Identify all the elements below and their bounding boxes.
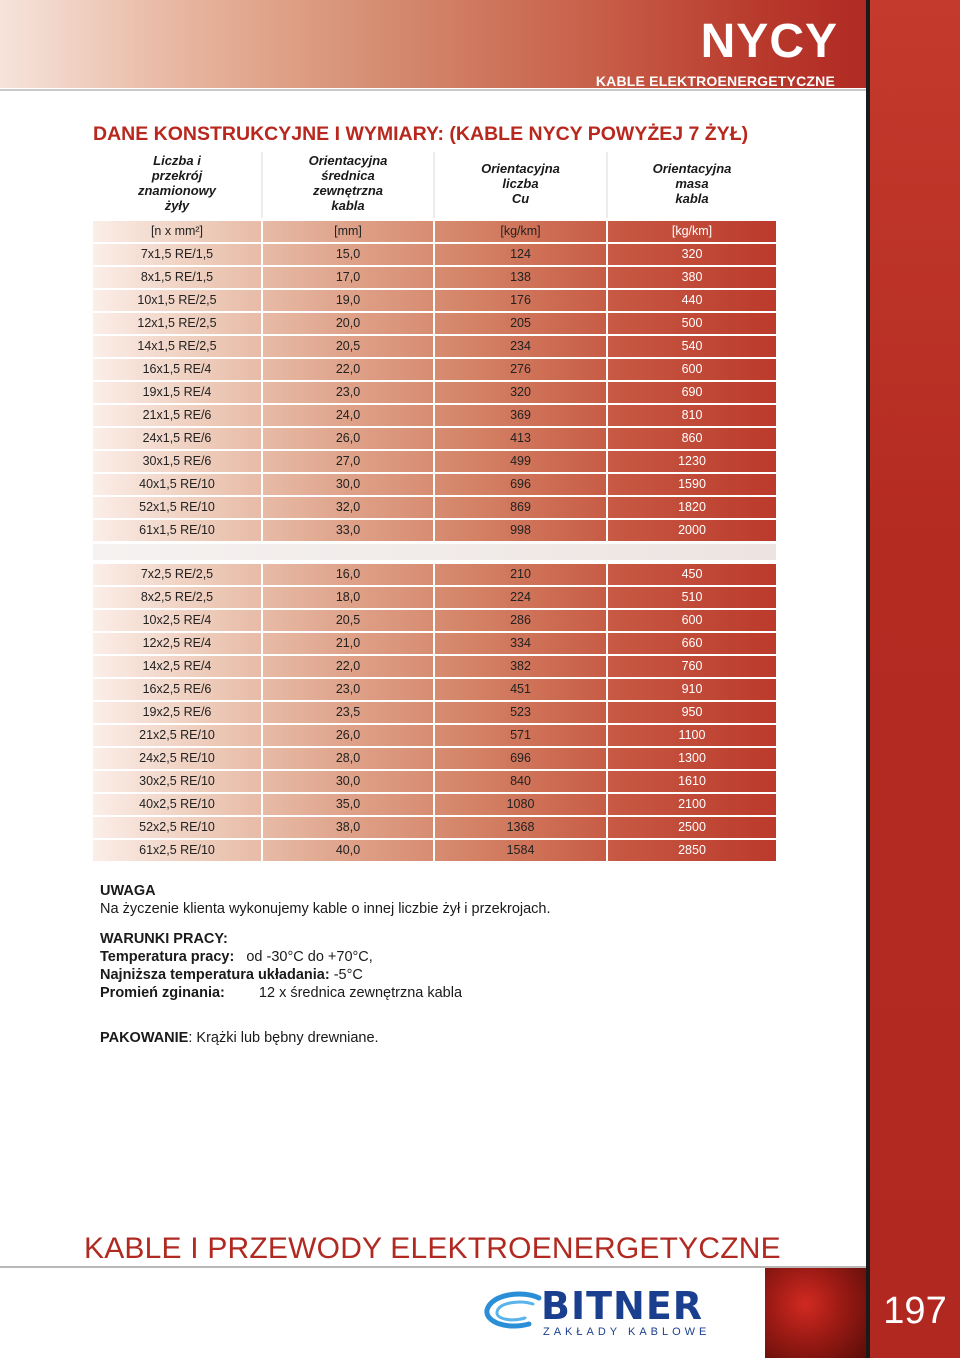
logo-name: BITNER xyxy=(541,1284,704,1328)
cable-size-cell: 14x1,5 RE/2,5 xyxy=(137,339,217,353)
diameter-cell: 19,0 xyxy=(335,293,361,307)
cable-size-cell: 21x1,5 RE/6 xyxy=(142,408,212,422)
pack-line xyxy=(100,1030,379,1047)
cable-size-cell: 12x2,5 RE/4 xyxy=(142,636,212,650)
cable-size-cell: 52x2,5 RE/10 xyxy=(139,820,215,834)
note-uwaga-text: Na życzenie klienta wykonujemy kable o innej liczbie żył i przekrojach. xyxy=(100,901,551,917)
copper-cell: 499 xyxy=(510,454,531,468)
cable-size-cell: 16x2,5 RE/6 xyxy=(142,682,212,696)
copper-cell: 334 xyxy=(510,636,531,650)
table-row xyxy=(93,382,776,403)
copper-cell: 1368 xyxy=(506,820,535,834)
copper-cell: 1080 xyxy=(506,797,535,811)
diameter-cell: 26,0 xyxy=(335,431,361,445)
mass-cell: 440 xyxy=(681,293,703,307)
table-row xyxy=(93,656,776,677)
warunki-title-text: WARUNKI PRACY: xyxy=(100,931,228,947)
header-title: NYCY xyxy=(700,15,838,68)
mass-cell: 600 xyxy=(681,613,703,627)
table-row xyxy=(93,748,776,769)
table-row xyxy=(93,336,776,357)
diameter-cell: 17,0 xyxy=(335,270,361,284)
header-cell-copper: Orientacyjna liczba Cu xyxy=(481,160,560,206)
mass-cell: 1300 xyxy=(678,751,706,765)
cable-size-cell: 52x1,5 RE/10 xyxy=(139,500,215,514)
table-units-row xyxy=(93,221,776,242)
mass-cell: 690 xyxy=(681,385,703,399)
mass-cell: 2850 xyxy=(678,843,706,857)
header-subtitle: KABLE ELEKTROENERGETYCZNE xyxy=(595,73,835,89)
copper-cell: [kg/km] xyxy=(500,224,541,238)
cable-size-cell: 7x2,5 RE/2,5 xyxy=(140,567,214,581)
table-row xyxy=(93,794,776,815)
mass-cell: 2500 xyxy=(678,820,706,834)
table-row xyxy=(93,428,776,449)
table-row xyxy=(93,451,776,472)
cable-size-cell: 19x2,5 RE/6 xyxy=(142,705,212,719)
diameter-cell: 20,5 xyxy=(335,613,361,627)
diameter-cell: 38,0 xyxy=(335,820,361,834)
diameter-cell: 18,0 xyxy=(335,590,361,604)
cable-size-cell: 30x2,5 RE/10 xyxy=(139,774,215,788)
footer-divider xyxy=(0,1266,866,1268)
table-row xyxy=(93,520,776,541)
mass-cell: 760 xyxy=(681,659,703,673)
cable-size-cell: 61x2,5 RE/10 xyxy=(139,843,215,857)
bend-label: Promień zginania: xyxy=(100,985,225,1001)
diameter-cell: 16,0 xyxy=(335,567,361,581)
mass-cell: 1100 xyxy=(678,728,706,742)
cable-size-cell: 30x1,5 RE/6 xyxy=(142,454,212,468)
diameter-cell: 35,0 xyxy=(335,797,361,811)
temp-label: Temperatura pracy: xyxy=(100,949,235,965)
mass-cell: 320 xyxy=(681,247,703,261)
cable-size-cell: 61x1,5 RE/10 xyxy=(139,523,215,537)
table-group-gap xyxy=(93,544,776,560)
diameter-cell: 21,0 xyxy=(335,636,361,650)
table-row xyxy=(93,405,776,426)
mass-cell: 2000 xyxy=(678,523,706,537)
table-row xyxy=(93,564,776,585)
diameter-cell: 28,0 xyxy=(335,751,361,765)
lay-label: Najniższa temperatura układania: xyxy=(100,967,330,983)
mass-cell: 510 xyxy=(681,590,703,604)
cable-size-cell: 24x1,5 RE/6 xyxy=(142,431,212,445)
table-row xyxy=(93,817,776,838)
pack-label: PAKOWANIE xyxy=(100,1030,189,1046)
copper-cell: 840 xyxy=(510,774,531,788)
mass-cell: 860 xyxy=(681,431,703,445)
cable-size-cell: 8x2,5 RE/2,5 xyxy=(140,590,214,604)
temp-value: od -30°C do +70°C, xyxy=(246,949,373,965)
cable-size-cell: 21x2,5 RE/10 xyxy=(139,728,215,742)
mass-cell: 910 xyxy=(681,682,703,696)
copper-cell: 382 xyxy=(510,659,531,673)
header-band xyxy=(0,0,868,88)
mass-cell: 540 xyxy=(681,339,703,353)
lay-line xyxy=(100,967,363,984)
table-row xyxy=(93,587,776,608)
mass-cell: 1230 xyxy=(678,454,706,468)
table-row xyxy=(93,771,776,792)
copper-cell: 1584 xyxy=(506,843,535,857)
page-number: 197 xyxy=(883,1290,947,1332)
copper-cell: 234 xyxy=(510,339,531,353)
cable-size-cell: 24x2,5 RE/10 xyxy=(139,751,215,765)
mass-cell: 500 xyxy=(681,316,703,330)
table-row xyxy=(93,633,776,654)
diameter-cell: 33,0 xyxy=(335,523,361,537)
copper-cell: 286 xyxy=(510,613,531,627)
diameter-cell: 23,5 xyxy=(335,705,361,719)
table-row xyxy=(93,702,776,723)
mass-cell: 1610 xyxy=(678,774,706,788)
diameter-cell: 30,0 xyxy=(335,774,361,788)
mass-cell: 600 xyxy=(681,362,703,376)
table-row xyxy=(93,290,776,311)
copper-cell: 696 xyxy=(510,751,531,765)
cable-size-cell: 40x1,5 RE/10 xyxy=(139,477,215,491)
right-side-bar xyxy=(870,0,960,1358)
copper-cell: 998 xyxy=(510,523,531,537)
diameter-cell: 24,0 xyxy=(335,408,361,422)
warunki-title xyxy=(100,931,228,948)
cable-size-cell: 14x2,5 RE/4 xyxy=(142,659,212,673)
copper-cell: 276 xyxy=(510,362,531,376)
temp-line xyxy=(100,949,373,966)
mass-cell: 810 xyxy=(681,408,703,422)
cable-size-cell: 16x1,5 RE/4 xyxy=(142,362,212,376)
diameter-cell: [mm] xyxy=(334,224,362,238)
bitner-logo xyxy=(483,1284,723,1344)
header-divider xyxy=(0,89,868,91)
copper-cell: 210 xyxy=(510,567,531,581)
mass-cell: 950 xyxy=(681,705,703,719)
table-row xyxy=(93,267,776,288)
header-cell-cross-section: Liczba i przekrój znamionowy żyły xyxy=(137,153,216,213)
cable-size-cell: 12x1,5 RE/2,5 xyxy=(137,316,217,330)
diameter-cell: 23,0 xyxy=(335,385,361,399)
copper-cell: 869 xyxy=(510,500,531,514)
cable-size-cell: 7x1,5 RE/1,5 xyxy=(140,247,214,261)
diameter-cell: 23,0 xyxy=(335,682,361,696)
diameter-cell: 30,0 xyxy=(335,477,361,491)
mass-cell: [kg/km] xyxy=(671,224,713,238)
cable-size-cell: 19x1,5 RE/4 xyxy=(142,385,212,399)
copper-cell: 124 xyxy=(510,247,531,261)
cable-size-cell: 10x2,5 RE/4 xyxy=(142,613,212,627)
diameter-cell: 20,5 xyxy=(335,339,361,353)
table-row xyxy=(93,313,776,334)
table-header xyxy=(93,148,776,218)
mass-cell: 380 xyxy=(681,270,703,284)
copper-cell: 523 xyxy=(510,705,531,719)
table-row xyxy=(93,610,776,631)
table-row xyxy=(93,725,776,746)
diameter-cell: 20,0 xyxy=(335,316,361,330)
section-heading: DANE KONSTRUKCYJNE I WYMIARY: (KABLE NYCY POWYŻEJ 7 ŻYŁ) xyxy=(93,123,749,145)
mass-cell: 2100 xyxy=(678,797,706,811)
copper-cell: 571 xyxy=(510,728,531,742)
table-row xyxy=(93,679,776,700)
mass-cell: 1820 xyxy=(678,500,706,514)
bend-value: 12 x średnica zewnętrzna kabla xyxy=(258,985,463,1001)
header-cell-mass: Orientacyjna masa kabla xyxy=(652,160,732,206)
logo-swirl-icon xyxy=(483,1288,543,1336)
lay-value: -5°C xyxy=(333,967,363,983)
cable-size-cell: 10x1,5 RE/2,5 xyxy=(137,293,217,307)
copper-cell: 205 xyxy=(510,316,531,330)
copper-cell: 224 xyxy=(510,590,531,604)
copper-cell: 413 xyxy=(510,431,531,445)
footer-title: KABLE I PRZEWODY ELEKTROENERGETYCZNE xyxy=(84,1232,781,1265)
logo-subtitle: ZAKŁADY KABLOWE xyxy=(543,1326,711,1338)
table-row xyxy=(93,474,776,495)
bend-line xyxy=(100,985,462,1002)
mass-cell: 450 xyxy=(681,567,703,581)
diameter-cell: 22,0 xyxy=(335,659,361,673)
copper-cell: 176 xyxy=(510,293,531,307)
diameter-cell: 32,0 xyxy=(335,500,361,514)
table-row xyxy=(93,497,776,518)
footer-photo-block xyxy=(765,1268,866,1358)
copper-cell: 369 xyxy=(510,408,531,422)
table-row xyxy=(93,840,776,861)
copper-cell: 451 xyxy=(510,682,531,696)
diameter-cell: 22,0 xyxy=(335,362,361,376)
copper-cell: 138 xyxy=(510,270,531,284)
table-row xyxy=(93,244,776,265)
table-row xyxy=(93,359,776,380)
mass-cell: 660 xyxy=(681,636,703,650)
cable-size-cell: 8x1,5 RE/1,5 xyxy=(140,270,214,284)
diameter-cell: 15,0 xyxy=(335,247,361,261)
diameter-cell: 27,0 xyxy=(335,454,361,468)
uwaga-title: UWAGA xyxy=(100,883,156,899)
cable-size-cell: 40x2,5 RE/10 xyxy=(139,797,215,811)
copper-cell: 696 xyxy=(510,477,531,491)
note-uwaga-title xyxy=(100,883,156,900)
cable-size-cell: [n x mm²] xyxy=(150,224,204,238)
diameter-cell: 26,0 xyxy=(335,728,361,742)
pack-value: : Krążki lub bębny drewniane. xyxy=(188,1030,379,1046)
mass-cell: 1590 xyxy=(678,477,706,491)
diameter-cell: 40,0 xyxy=(335,843,361,857)
copper-cell: 320 xyxy=(510,385,531,399)
header-cell-diameter: Orientacyjna średnica zewnętrzna kabla xyxy=(308,153,388,213)
